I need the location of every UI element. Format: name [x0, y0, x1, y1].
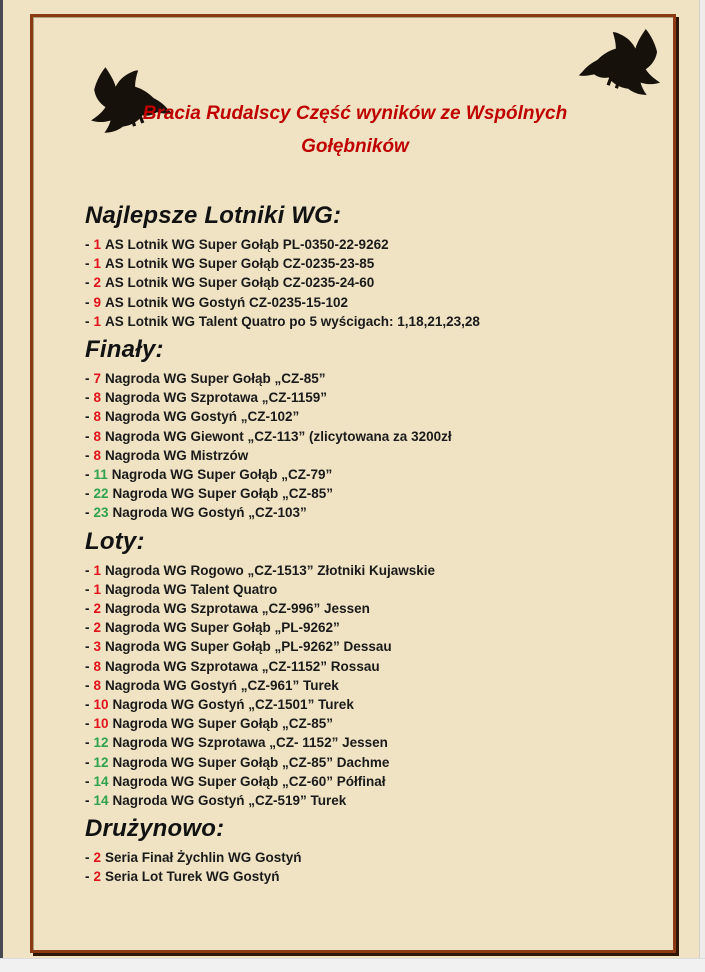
item-bullet: -: [85, 793, 90, 809]
section-heading: Finały:: [85, 336, 164, 364]
item-text: Nagroda WG Super Gołąb „CZ-85”: [112, 716, 334, 732]
document-title-line-2: Gołębników: [301, 136, 409, 157]
result-item: [85, 503, 625, 522]
item-rank-number: 1: [93, 256, 102, 272]
item-text: Seria Lot Turek WG Gostyń: [105, 869, 280, 885]
item-rank-number: 11: [93, 467, 108, 483]
result-item: [85, 676, 625, 695]
decorative-border-frame: [30, 14, 676, 953]
result-item: [85, 714, 625, 733]
result-item: [85, 733, 625, 752]
item-rank-number: 8: [93, 390, 102, 406]
item-bullet: -: [85, 237, 90, 252]
result-item: [85, 772, 625, 791]
item-rank-number: 1: [93, 581, 102, 597]
result-item: [85, 407, 625, 426]
document-title-line-1: Bracia Rudalscy Część wyników ze Wspólnych: [142, 103, 568, 124]
document-title: [85, 97, 625, 163]
item-rank-number: 8: [93, 428, 102, 444]
result-item: [85, 657, 625, 676]
item-text: Nagroda WG Super Gołąb „PL-9262”: [105, 620, 340, 636]
item-rank-number: 10: [93, 697, 109, 713]
item-rank-number: 2: [93, 620, 102, 636]
item-text: AS Lotnik WG Talent Quatro po 5 wyścigach: 1,18,21,23,28: [105, 313, 480, 329]
item-text: Nagroda WG Szprotawa „CZ-1152” Rossau: [105, 658, 380, 674]
results-sections: [85, 201, 625, 887]
item-text: AS Lotnik WG Super Gołąb CZ-0235-24-60: [105, 275, 375, 291]
item-bullet: -: [85, 294, 90, 310]
item-rank-number: 12: [93, 754, 109, 770]
item-text: Nagroda WG Giewont „CZ-113” (zlicytowana za 3200zł: [105, 428, 452, 444]
item-bullet: -: [85, 773, 90, 789]
window-left-edge: [0, 0, 3, 958]
item-rank-number: 2: [93, 601, 102, 617]
item-text: Nagroda WG Gostyń „CZ-519” Turek: [112, 793, 347, 809]
item-rank-number: 8: [93, 409, 102, 425]
item-bullet: -: [85, 697, 90, 713]
item-rank-number: 1: [93, 237, 102, 252]
item-bullet: -: [85, 850, 90, 866]
item-text: Nagroda WG Gostyń „CZ-961” Turek: [105, 677, 339, 693]
item-bullet: -: [85, 313, 90, 329]
item-bullet: -: [85, 601, 90, 617]
item-rank-number: 9: [93, 294, 102, 310]
item-bullet: -: [85, 639, 90, 655]
result-item: [85, 235, 625, 254]
item-rank-number: 2: [93, 850, 102, 866]
item-bullet: -: [85, 620, 90, 636]
item-rank-number: 8: [93, 658, 102, 674]
result-item: [85, 484, 625, 503]
item-bullet: -: [85, 428, 90, 444]
item-text: Nagroda WG Super Gołąb „CZ-85”: [112, 486, 334, 502]
item-text: Nagroda WG Super Gołąb „CZ-85” Dachme: [112, 754, 390, 770]
result-item: [85, 599, 625, 618]
results-section: [85, 335, 625, 523]
result-item: [85, 848, 625, 867]
page-right-margin: [699, 0, 705, 958]
item-text: Nagroda WG Super Gołąb „CZ-79”: [111, 467, 333, 483]
item-text: Nagroda WG Mistrzów: [105, 447, 249, 463]
item-rank-number: 8: [93, 677, 102, 693]
item-bullet: -: [85, 562, 90, 578]
result-item: [85, 388, 625, 407]
item-rank-number: 14: [93, 793, 109, 809]
section-heading: Drużynowo:: [85, 815, 225, 843]
item-bullet: -: [85, 581, 90, 597]
item-rank-number: 8: [93, 447, 102, 463]
item-text: AS Lotnik WG Super Gołąb PL-0350-22-9262: [105, 237, 389, 252]
item-text: Nagroda WG Rogowo „CZ-1513” Złotniki Kujawskie: [105, 562, 436, 578]
item-rank-number: 23: [93, 505, 109, 521]
section-heading: Najlepsze Lotniki WG:: [85, 202, 342, 229]
item-text: Nagroda WG Super Gołąb „PL-9262” Dessau: [105, 639, 392, 655]
item-bullet: -: [85, 505, 90, 521]
item-rank-number: 3: [93, 639, 102, 655]
result-item: [85, 637, 625, 656]
item-bullet: -: [85, 754, 90, 770]
item-text: Seria Finał Żychlin WG Gostyń: [105, 850, 302, 866]
result-item: [85, 695, 625, 714]
item-bullet: -: [85, 256, 90, 272]
item-bullet: -: [85, 486, 90, 502]
result-item: [85, 293, 625, 312]
item-text: Nagroda WG Szprotawa „CZ-996” Jessen: [105, 601, 370, 617]
document-content: [33, 17, 673, 950]
item-bullet: -: [85, 677, 90, 693]
results-section: [85, 814, 625, 886]
result-item: [85, 867, 625, 886]
item-rank-number: 22: [93, 486, 109, 502]
item-rank-number: 1: [93, 562, 102, 578]
result-item: [85, 312, 625, 331]
result-item: [85, 618, 625, 637]
item-text: Nagroda WG Super Gołąb „CZ-60” Półfinał: [112, 773, 386, 789]
result-item: [85, 446, 625, 465]
item-text: AS Lotnik WG Gostyń CZ-0235-15-102: [105, 294, 349, 310]
item-bullet: -: [85, 658, 90, 674]
page-bottom-margin: [0, 958, 705, 972]
result-item: [85, 369, 625, 388]
results-section: [85, 201, 625, 331]
item-rank-number: 1: [93, 313, 102, 329]
result-item: [85, 580, 625, 599]
results-section: [85, 527, 625, 811]
item-bullet: -: [85, 869, 90, 885]
result-item: [85, 465, 625, 484]
item-bullet: -: [85, 735, 90, 751]
item-bullet: -: [85, 390, 90, 406]
result-item: [85, 273, 625, 292]
item-bullet: -: [85, 447, 90, 463]
item-rank-number: 7: [93, 371, 102, 387]
item-text: Nagroda WG Szprotawa „CZ-1159”: [105, 390, 328, 406]
item-text: Nagroda WG Talent Quatro: [105, 581, 278, 597]
item-text: Nagroda WG Super Gołąb „CZ-85”: [105, 371, 326, 387]
item-rank-number: 2: [93, 869, 102, 885]
section-heading: Loty:: [85, 527, 145, 555]
item-text: AS Lotnik WG Super Gołąb CZ-0235-23-85: [105, 256, 375, 272]
item-text: Nagroda WG Gostyń „CZ-103”: [112, 505, 307, 521]
item-text: Nagroda WG Gostyń „CZ-1501” Turek: [112, 697, 354, 713]
item-rank-number: 10: [93, 716, 109, 732]
item-bullet: -: [85, 467, 90, 483]
result-item: [85, 791, 625, 810]
result-item: [85, 254, 625, 273]
item-bullet: -: [85, 275, 90, 291]
item-rank-number: 2: [93, 275, 102, 291]
result-item: [85, 561, 625, 580]
item-bullet: -: [85, 371, 90, 387]
result-item: [85, 427, 625, 446]
item-text: Nagroda WG Szprotawa „CZ- 1152” Jessen: [112, 735, 388, 751]
item-bullet: -: [85, 716, 90, 732]
item-rank-number: 12: [93, 735, 109, 751]
result-item: [85, 753, 625, 772]
item-bullet: -: [85, 409, 90, 425]
item-rank-number: 14: [93, 773, 109, 789]
item-text: Nagroda WG Gostyń „CZ-102”: [105, 409, 300, 425]
